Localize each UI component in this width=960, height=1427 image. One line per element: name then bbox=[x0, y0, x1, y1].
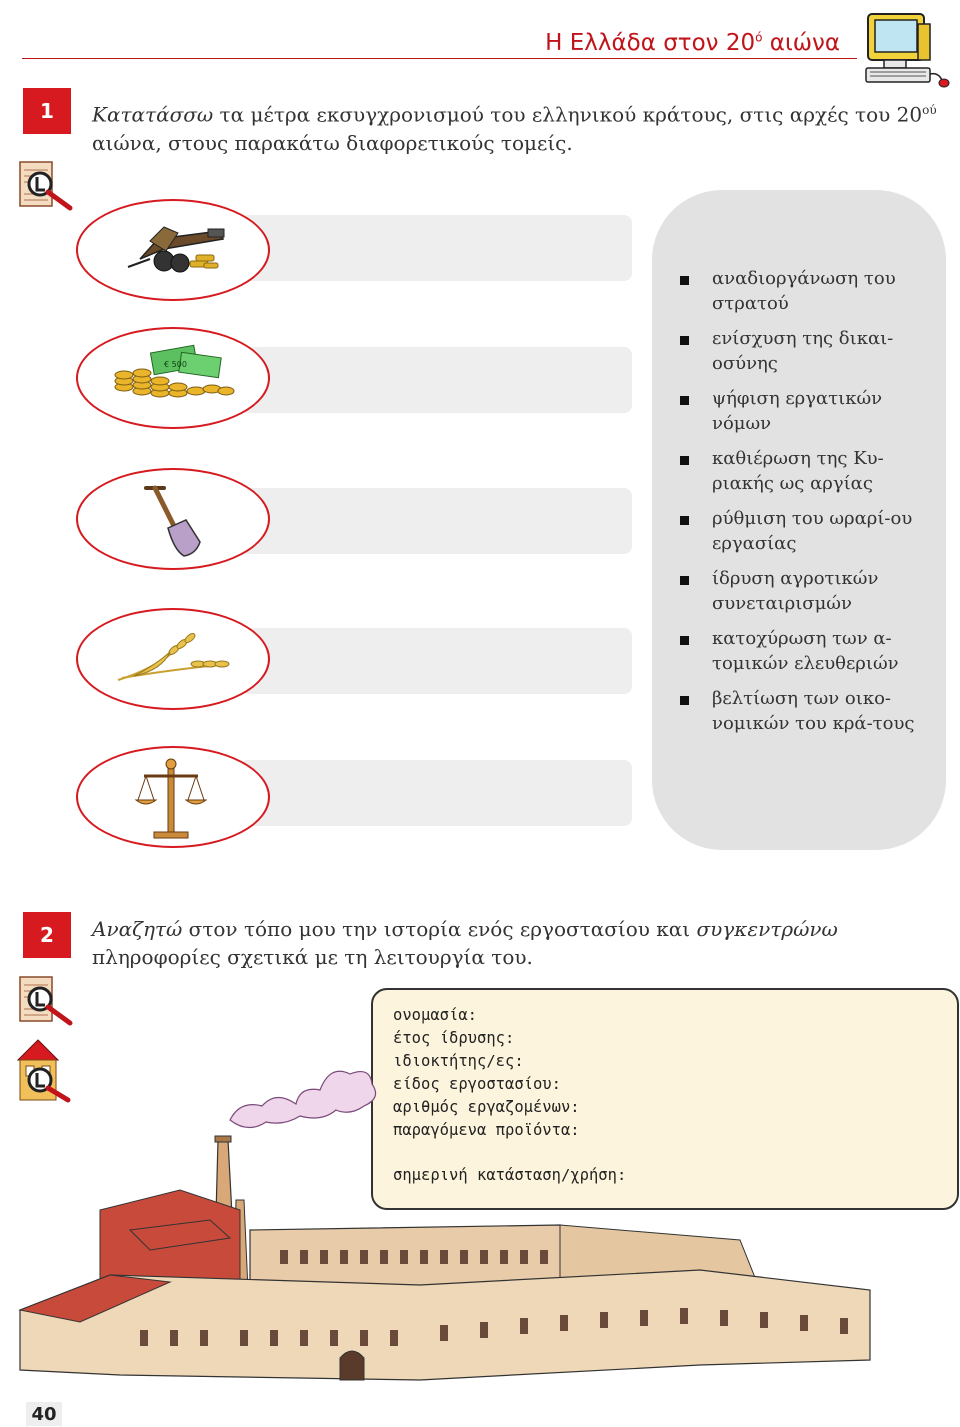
list-item: κατοχύρωση των α-τομικών ελευθεριών bbox=[678, 626, 928, 676]
exercise2-instructions: Αναζητώ στον τόπο μου την ιστορία ενός εργοστασίου και συγκεντρώνω πληροφορίες σχετικά με τη λειτουργία του. bbox=[92, 917, 838, 969]
magnifier-document-icon bbox=[18, 160, 76, 212]
info-field-employees: αριθμός εργαζομένων: bbox=[393, 1098, 580, 1116]
cannon-icon bbox=[78, 201, 268, 299]
svg-text:€ 500: € 500 bbox=[164, 360, 187, 369]
computer-icon bbox=[858, 10, 950, 90]
answer-field-justice[interactable] bbox=[240, 760, 632, 826]
category-oval-army bbox=[76, 199, 270, 301]
list-item: ενίσχυση της δικαι-οσύνης bbox=[678, 326, 928, 376]
info-field-year: έτος ίδρυσης: bbox=[393, 1029, 515, 1047]
exercise-number: 1 bbox=[23, 88, 71, 134]
list-item: ίδρυση αγροτικών συνεταιρισμών bbox=[678, 566, 928, 616]
category-oval-justice bbox=[76, 746, 270, 848]
factory-illustration bbox=[0, 1060, 940, 1400]
list-item: ρύθμιση του ωραρί-ου εργασίας bbox=[678, 506, 928, 556]
magnifier-document-icon bbox=[18, 975, 76, 1027]
page-number: 40 bbox=[26, 1402, 62, 1426]
exercise-number: 2 bbox=[23, 912, 71, 958]
category-oval-labour bbox=[76, 468, 270, 570]
money-icon bbox=[78, 329, 268, 427]
answer-field-army[interactable] bbox=[240, 215, 632, 281]
info-field-current-use: σημερινή κατάσταση/χρήση: bbox=[393, 1166, 627, 1184]
answer-field-economy[interactable] bbox=[240, 347, 632, 413]
shovel-icon bbox=[78, 470, 268, 568]
category-oval-economy bbox=[76, 327, 270, 429]
list-item: βελτίωση των οικο-νομικών του κρά-τους bbox=[678, 686, 928, 736]
info-field-owner: ιδιοκτήτης/ες: bbox=[393, 1052, 524, 1070]
info-field-name: ονομασία: bbox=[393, 1006, 477, 1024]
list-item: ψήφιση εργατικών νόμων bbox=[678, 386, 928, 436]
category-oval-agriculture bbox=[76, 608, 270, 710]
page-title: Η Ελλάδα στον $20^ό$ αιώνα bbox=[545, 30, 840, 56]
answer-field-agriculture[interactable] bbox=[240, 628, 632, 694]
info-field-type: είδος εργοστασίου: bbox=[393, 1075, 561, 1093]
list-item: αναδιοργάνωση του στρατού bbox=[678, 266, 928, 316]
scales-icon bbox=[78, 748, 268, 846]
header-divider bbox=[22, 58, 857, 59]
info-field-products: παραγόμενα προϊόντα: bbox=[393, 1121, 580, 1139]
wheat-icon bbox=[78, 610, 268, 708]
measures-word-bank bbox=[652, 190, 946, 850]
list-item: καθιέρωση της Κυ-ριακής ως αργίας bbox=[678, 446, 928, 496]
exercise1-instructions: Κατατάσσω τα μέτρα εκσυγχρονισμού του ελληνικού κράτους, στις αρχές του $20^{oύ}$ αιώνα, στους παρακάτω διαφορετικούς τομείς. bbox=[92, 102, 937, 155]
answer-field-labour[interactable] bbox=[240, 488, 632, 554]
